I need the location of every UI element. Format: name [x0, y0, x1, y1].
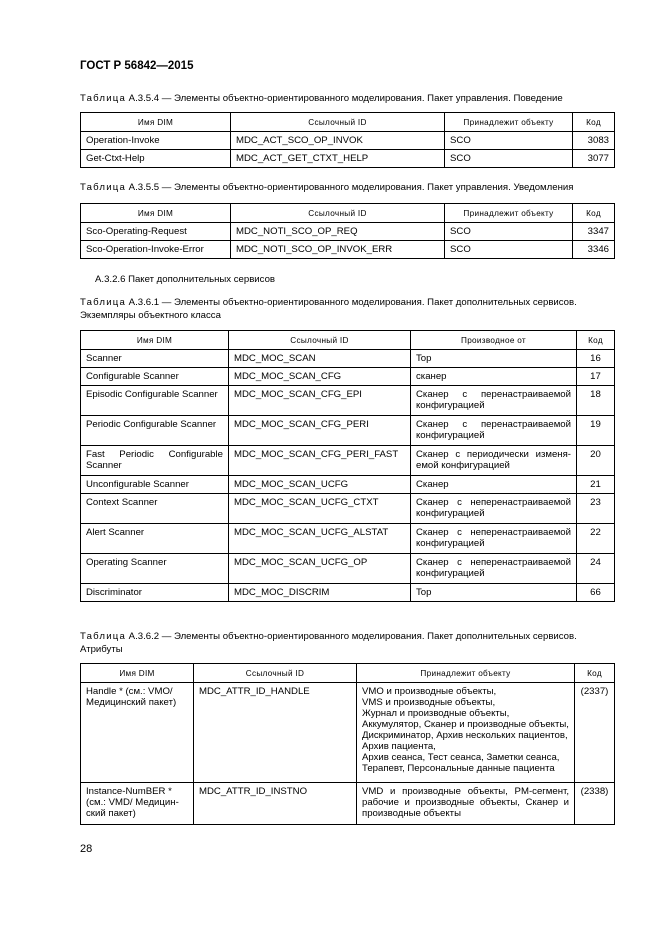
table-row: Periodic Configurable Scanner MDC_MOC_SCAN_CFG_PERI Сканер с перенастраиваемой конфигурацией 19 [81, 416, 615, 446]
table-row: Discriminator MDC_MOC_DISCRIM Top 66 [81, 584, 615, 602]
col-header: Код [573, 204, 615, 223]
col-header: Производное от [411, 331, 577, 350]
table-row: Fast Periodic Configurable Scanner MDC_MOC_SCAN_CFG_PERI_FAST Сканер с периодически изменя-емой конфигурацией 20 [81, 446, 615, 476]
col-header: Принадлежит объекту [357, 664, 575, 683]
col-header: Ссылочный ID [231, 113, 445, 132]
col-header: Имя DIM [81, 204, 231, 223]
table-row: Sco-Operating-Request MDC_NOTI_SCO_OP_REQ SCO 3347 [81, 223, 615, 241]
col-header: Код [577, 331, 615, 350]
table-a355 [80, 203, 615, 259]
table-caption-a361: Таблица А.3.6.1 — Элементы объектно-ориентированного моделирования. Пакет дополнительных сервисов. Экземпляры объектного класса [80, 297, 577, 321]
col-header: Ссылочный ID [229, 331, 411, 350]
document-header: ГОСТ Р 56842—2015 [80, 60, 194, 72]
col-header: Принадлежит объекту [445, 113, 573, 132]
table-a354 [80, 112, 615, 168]
col-header: Ссылочный ID [231, 204, 445, 223]
table-row: Context Scanner MDC_MOC_SCAN_UCFG_CTXT Сканер с неперенастраиваемой конфигурацией 23 [81, 494, 615, 524]
table-row: Scanner MDC_MOC_SCAN Top 16 [81, 350, 615, 368]
table-caption-a354: Таблица А.3.5.4 — Элементы объектно-ориентированного моделирования. Пакет управления. Поведение [80, 93, 563, 104]
table-row: Handle * (см.: VMO/ Медицинский пакет) MDC_ATTR_ID_HANDLE VMO и производные объекты, VMS и производные объекты, Журнал и производные объекты, Аккумулятор, Сканер и производные объекты, Дискриминатор, Архив нескольких пациентов, Архив пациента, Архив сеанса, Тест сеанса, Заметки сеанса, Терапевт, Персональные данные пациента (2337) [81, 683, 615, 783]
col-header: Имя DIM [81, 113, 231, 132]
table-row: Get-Ctxt-Help MDC_ACT_GET_CTXT_HELP SCO 3077 [81, 150, 615, 168]
col-header: Имя DIM [81, 331, 229, 350]
table-row: Unconfigurable Scanner MDC_MOC_SCAN_UCFG Сканер 21 [81, 476, 615, 494]
table-a362 [80, 663, 615, 825]
table-row: Operating Scanner MDC_MOC_SCAN_UCFG_OP Сканер с неперенастраиваемой конфигурацией 24 [81, 554, 615, 584]
table-caption-a362: Таблица А.3.6.2 — Элементы объектно-ориентированного моделирования. Пакет дополнительных сервисов. Атрибуты [80, 631, 577, 655]
page-number: 28 [80, 843, 93, 855]
table-row: Instance-NumBER * (см.: VMD/ Медицин-ский пакет) MDC_ATTR_ID_INSTNO VMD и производные объекты, PM-сегмент, рабочие и производные объекты, Сканер и производные объекты (2338) [81, 783, 615, 825]
col-header: Принадлежит объекту [445, 204, 573, 223]
col-header: Код [575, 664, 615, 683]
table-row: Configurable Scanner MDC_MOC_SCAN_CFG сканер 17 [81, 368, 615, 386]
table-row: Alert Scanner MDC_MOC_SCAN_UCFG_ALSTAT Сканер с неперенастраиваемой конфигурацией 22 [81, 524, 615, 554]
table-caption-a355: Таблица А.3.5.5 — Элементы объектно-ориентированного моделирования. Пакет управления. Уведомления [80, 182, 574, 193]
table-a361 [80, 330, 615, 602]
table-row: Sco-Operation-Invoke-Error MDC_NOTI_SCO_OP_INVOK_ERR SCO 3346 [81, 241, 615, 259]
col-header: Имя DIM [81, 664, 194, 683]
col-header: Код [573, 113, 615, 132]
section-subheading: А.3.2.6 Пакет дополнительных сервисов [95, 274, 276, 285]
col-header: Ссылочный ID [194, 664, 357, 683]
table-row: Episodic Configurable Scanner MDC_MOC_SCAN_CFG_EPI Сканер с перенастраиваемой конфигурацией 18 [81, 386, 615, 416]
table-row: Operation-Invoke MDC_ACT_SCO_OP_INVOK SCO 3083 [81, 132, 615, 150]
